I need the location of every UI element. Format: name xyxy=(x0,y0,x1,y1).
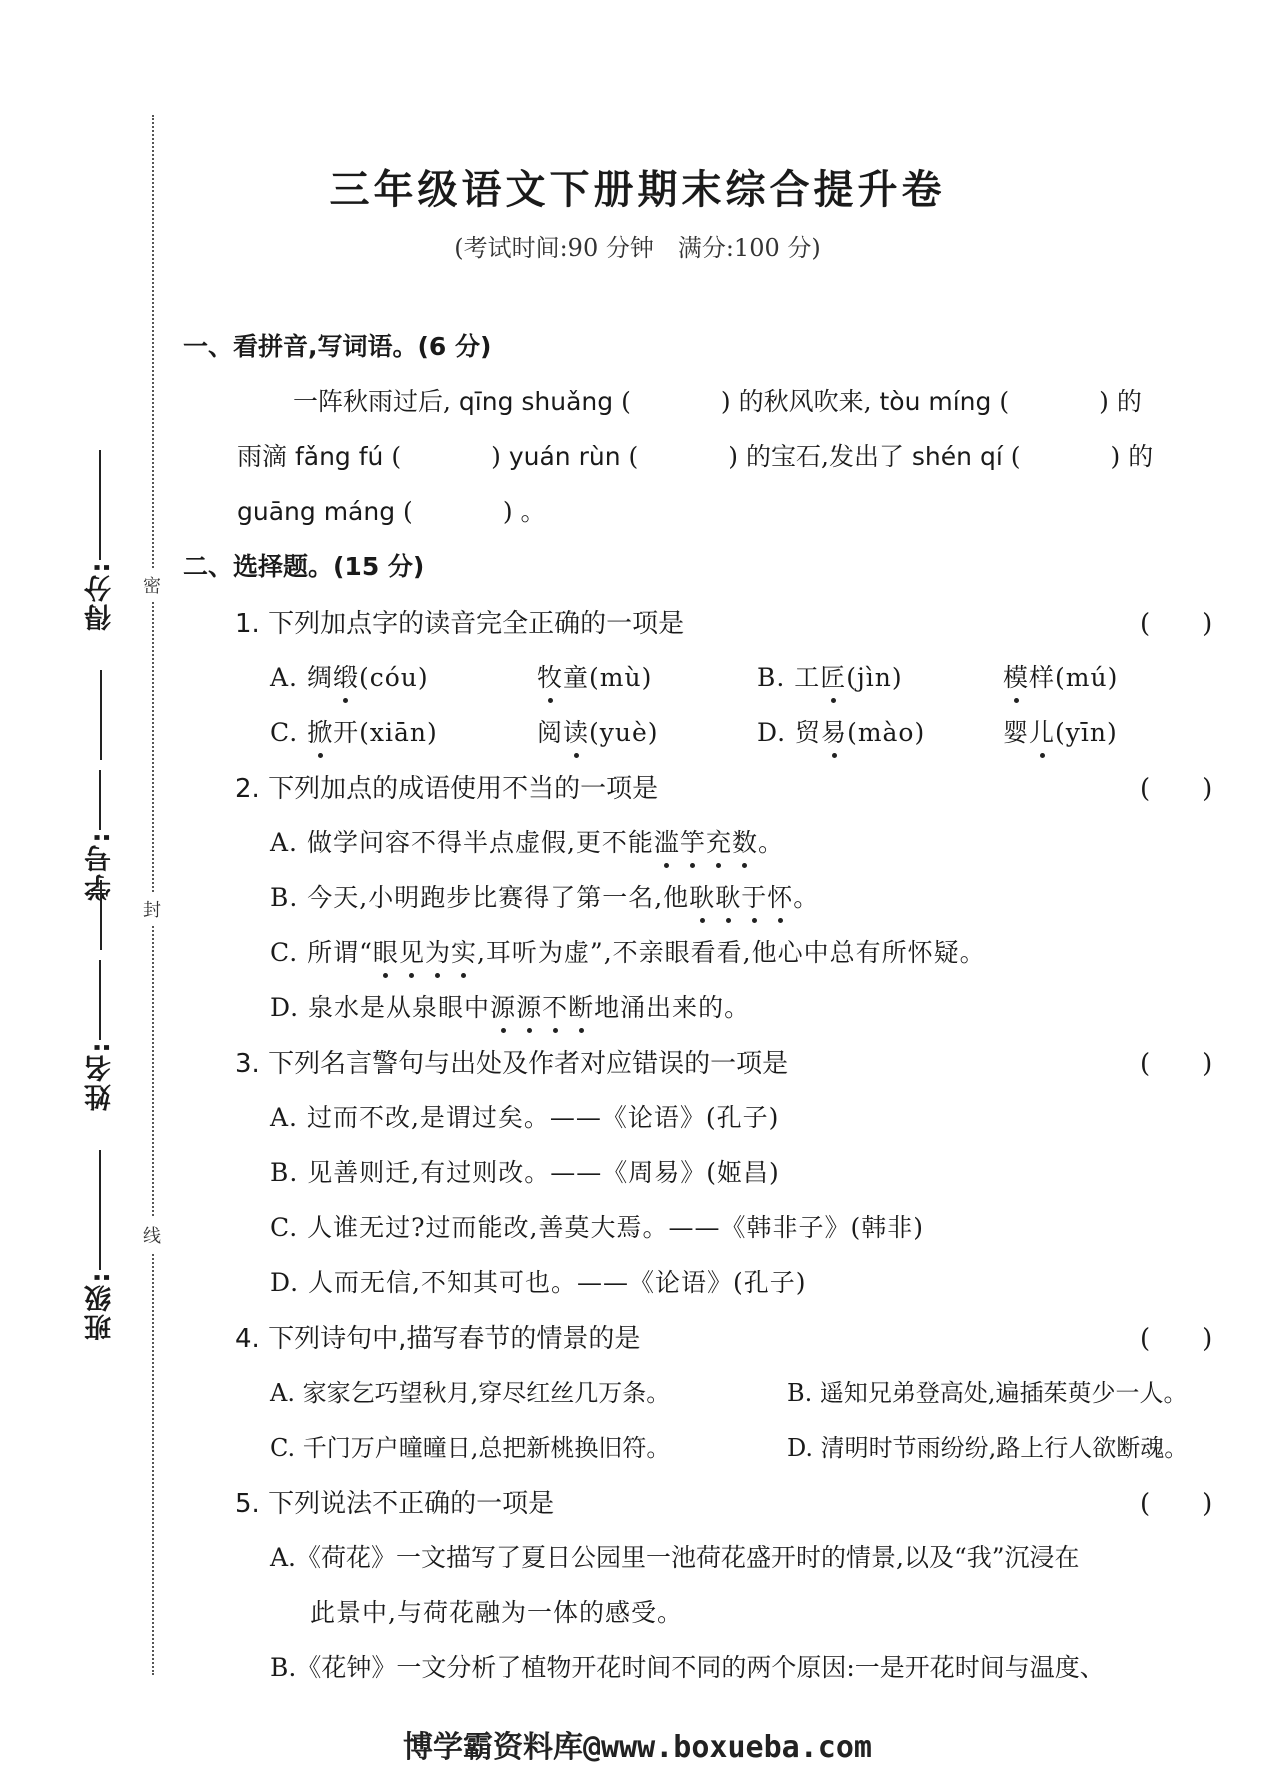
section-1-heading: 一、看拼音,写词语。(6 分) xyxy=(183,332,492,361)
t: (cóu) xyxy=(358,663,429,692)
dotted-char: 源 xyxy=(490,988,516,1024)
t: C. 所谓“ xyxy=(270,938,373,967)
dotted-char: 牧 xyxy=(537,658,563,694)
dotted-char: 不 xyxy=(542,988,568,1024)
dotted-char: 匠 xyxy=(820,658,846,694)
t: B. 工 xyxy=(757,663,821,692)
q5-option-b-line-1[interactable]: B.《花钟》一文分析了植物开花时间不同的两个原因:一是开花时间与温度、 xyxy=(270,1653,1105,1682)
t: D. 泉水是从泉眼中 xyxy=(270,993,491,1022)
t: (jìn) xyxy=(846,663,903,692)
dotted-char: 数 xyxy=(732,823,758,859)
q2-option-c[interactable] xyxy=(270,933,986,969)
t: (yīn) xyxy=(1055,718,1118,747)
text: 的 xyxy=(1128,442,1154,471)
t: B. 今天,小明跑步比赛得了第一名,他 xyxy=(270,883,690,912)
footer-watermark: 博学霸资料库@www.boxueba.com xyxy=(403,1730,872,1765)
t: 开(xiān) xyxy=(333,718,438,747)
dotted-char: 于 xyxy=(741,878,767,914)
q4-option-b[interactable]: B. 遥知兄弟登高处,遍插茱萸少一人。 xyxy=(787,1379,1188,1407)
answer-blank[interactable]: ( ) xyxy=(999,387,1109,416)
dotted-char: 怀 xyxy=(767,878,793,914)
t: D. 贸 xyxy=(757,718,822,747)
binding-char-feng: 封 xyxy=(143,892,161,926)
binding-char-mi: 密 xyxy=(143,568,161,602)
q1-option-b1[interactable] xyxy=(757,658,903,694)
q1-option-d2[interactable] xyxy=(1003,713,1118,749)
question-4-stem: 4. 下列诗句中,描写春节的情景的是 xyxy=(235,1324,641,1354)
pinyin-fang-fu: fǎng fú xyxy=(294,442,384,471)
class-field[interactable] xyxy=(78,1150,122,1341)
t: 样(mú) xyxy=(1029,663,1119,692)
t: (mào) xyxy=(847,718,926,747)
question-1-answer-paren[interactable]: ( ) xyxy=(1140,609,1213,639)
dotted-char: 竽 xyxy=(680,823,706,859)
dotted-char: 掀 xyxy=(307,713,333,749)
q4-option-d[interactable]: D. 清明时节雨纷纷,路上行人欲断魂。 xyxy=(787,1434,1189,1462)
text: 一阵秋雨过后, xyxy=(293,387,451,416)
t: 童(mù) xyxy=(563,663,653,692)
dotted-char: 缎 xyxy=(333,658,359,694)
answer-blank[interactable]: ( ) xyxy=(628,442,739,471)
t: 地涌出来的。 xyxy=(594,993,751,1022)
dotted-char: 充 xyxy=(706,823,732,859)
q2-option-d[interactable] xyxy=(270,988,750,1024)
dotted-char: 模 xyxy=(1003,658,1029,694)
q3-option-d[interactable]: D. 人而无信,不知其可也。——《论语》(孔子) xyxy=(270,1268,807,1297)
t: 。 xyxy=(757,828,784,857)
score-id-divider-line xyxy=(100,670,102,760)
answer-blank[interactable]: ( ) xyxy=(403,497,513,526)
dotted-char: 读 xyxy=(563,713,589,749)
q3-option-b[interactable]: B. 见善则迁,有过则改。——《周易》(姬昌) xyxy=(270,1158,780,1187)
q2-option-b[interactable] xyxy=(270,878,819,914)
question-2-stem: 2. 下列加点的成语使用不当的一项是 xyxy=(235,774,659,804)
text: 。 xyxy=(520,497,546,526)
answer-blank[interactable]: ( ) xyxy=(621,387,731,416)
question-4-answer-paren[interactable]: ( ) xyxy=(1140,1324,1213,1354)
text: 雨滴 xyxy=(237,442,288,471)
question-3-stem: 3. 下列名言警句与出处及作者对应错误的一项是 xyxy=(235,1049,789,1079)
q1-option-a2[interactable] xyxy=(537,658,652,694)
question-2-answer-paren[interactable]: ( ) xyxy=(1140,774,1213,804)
student-id-label: 学号: xyxy=(84,830,116,901)
pinyin-guang-mang: guāng máng xyxy=(237,497,396,526)
dotted-char: 滥 xyxy=(654,823,680,859)
pinyin-line-1 xyxy=(293,382,1142,418)
pinyin-line-3 xyxy=(237,492,546,528)
t: ,耳听为虚”,不亲眼看看,他心中总有所怀疑。 xyxy=(476,938,986,967)
section-2-heading: 二、选择题。(15 分) xyxy=(183,552,425,581)
dotted-char: 见 xyxy=(399,933,425,969)
q5-option-a-line-1[interactable]: A.《荷花》一文描写了夏日公园里一池荷花盛开时的情景,以及“我”沉浸在 xyxy=(270,1543,1080,1572)
text: 的 xyxy=(1116,387,1142,416)
q1-option-a1[interactable] xyxy=(270,658,429,694)
exam-info: (考试时间:90 分钟 满分:100 分) xyxy=(454,234,821,262)
student-id-line-top xyxy=(99,770,101,830)
class-label: 班级: xyxy=(84,1270,116,1341)
pinyin-shen-qi: shén qí xyxy=(911,442,1003,471)
q1-option-d1[interactable] xyxy=(757,713,925,749)
t: A. 做学问容不得半点虚假,更不能 xyxy=(270,828,654,857)
question-5-answer-paren[interactable]: ( ) xyxy=(1140,1489,1213,1519)
q1-option-c1[interactable] xyxy=(270,713,438,749)
q3-option-c[interactable]: C. 人谁无过?过而能改,善莫大焉。——《韩非子》(韩非) xyxy=(270,1213,924,1242)
name-line xyxy=(99,960,101,1040)
name-label: 姓名: xyxy=(84,1040,116,1111)
dotted-char: 耿 xyxy=(715,878,741,914)
dotted-char: 实 xyxy=(451,933,477,969)
pinyin-qing-shuang: qīng shuǎng xyxy=(458,387,614,416)
t: A. 绸 xyxy=(270,663,333,692)
text: 的宝石,发出了 xyxy=(746,442,904,471)
t: 阅 xyxy=(537,718,564,747)
dotted-char: 为 xyxy=(425,933,451,969)
id-name-divider-line xyxy=(100,880,102,950)
name-field[interactable] xyxy=(78,960,122,1111)
t: 婴 xyxy=(1003,718,1030,747)
answer-blank[interactable]: ( ) xyxy=(391,442,501,471)
t: 。 xyxy=(793,883,820,912)
page-title: 三年级语文下册期末综合提升卷 xyxy=(329,167,946,213)
q4-option-a[interactable]: A. 家家乞巧望秋月,穿尽红丝几万条。 xyxy=(270,1379,671,1407)
text: 的秋风吹来, xyxy=(738,387,872,416)
dotted-char: 耿 xyxy=(689,878,715,914)
dotted-char: 易 xyxy=(821,713,847,749)
pinyin-tou-ming: tòu míng xyxy=(879,387,992,416)
class-line xyxy=(99,1150,101,1270)
score-line xyxy=(99,450,101,560)
binding-char-xian: 线 xyxy=(143,1218,161,1252)
score-field[interactable] xyxy=(78,450,122,631)
q4-option-c[interactable]: C. 千门万户曈曈日,总把新桃换旧符。 xyxy=(270,1434,671,1462)
q5-option-a-line-2: 此景中,与荷花融为一体的感受。 xyxy=(310,1598,683,1627)
q2-option-a[interactable] xyxy=(270,823,784,859)
q1-option-b2[interactable] xyxy=(1003,658,1118,694)
q3-option-a[interactable]: A. 过而不改,是谓过矣。——《论语》(孔子) xyxy=(270,1103,780,1132)
dotted-char: 眼 xyxy=(373,933,399,969)
pinyin-line-2 xyxy=(237,437,1153,473)
q1-option-c2[interactable] xyxy=(537,713,659,749)
dotted-char: 源 xyxy=(516,988,542,1024)
question-5-stem: 5. 下列说法不正确的一项是 xyxy=(235,1489,555,1519)
dotted-char: 儿 xyxy=(1029,713,1055,749)
t: C. xyxy=(270,718,308,747)
question-1-stem: 1. 下列加点字的读音完全正确的一项是 xyxy=(235,609,685,639)
pinyin-yuan-run: yuán rùn xyxy=(508,442,621,471)
question-3-answer-paren[interactable]: ( ) xyxy=(1140,1049,1213,1079)
score-label: 得分: xyxy=(84,560,116,631)
dotted-char: 断 xyxy=(568,988,594,1024)
t: (yuè) xyxy=(589,718,659,747)
answer-blank[interactable]: ( ) xyxy=(1010,442,1121,471)
